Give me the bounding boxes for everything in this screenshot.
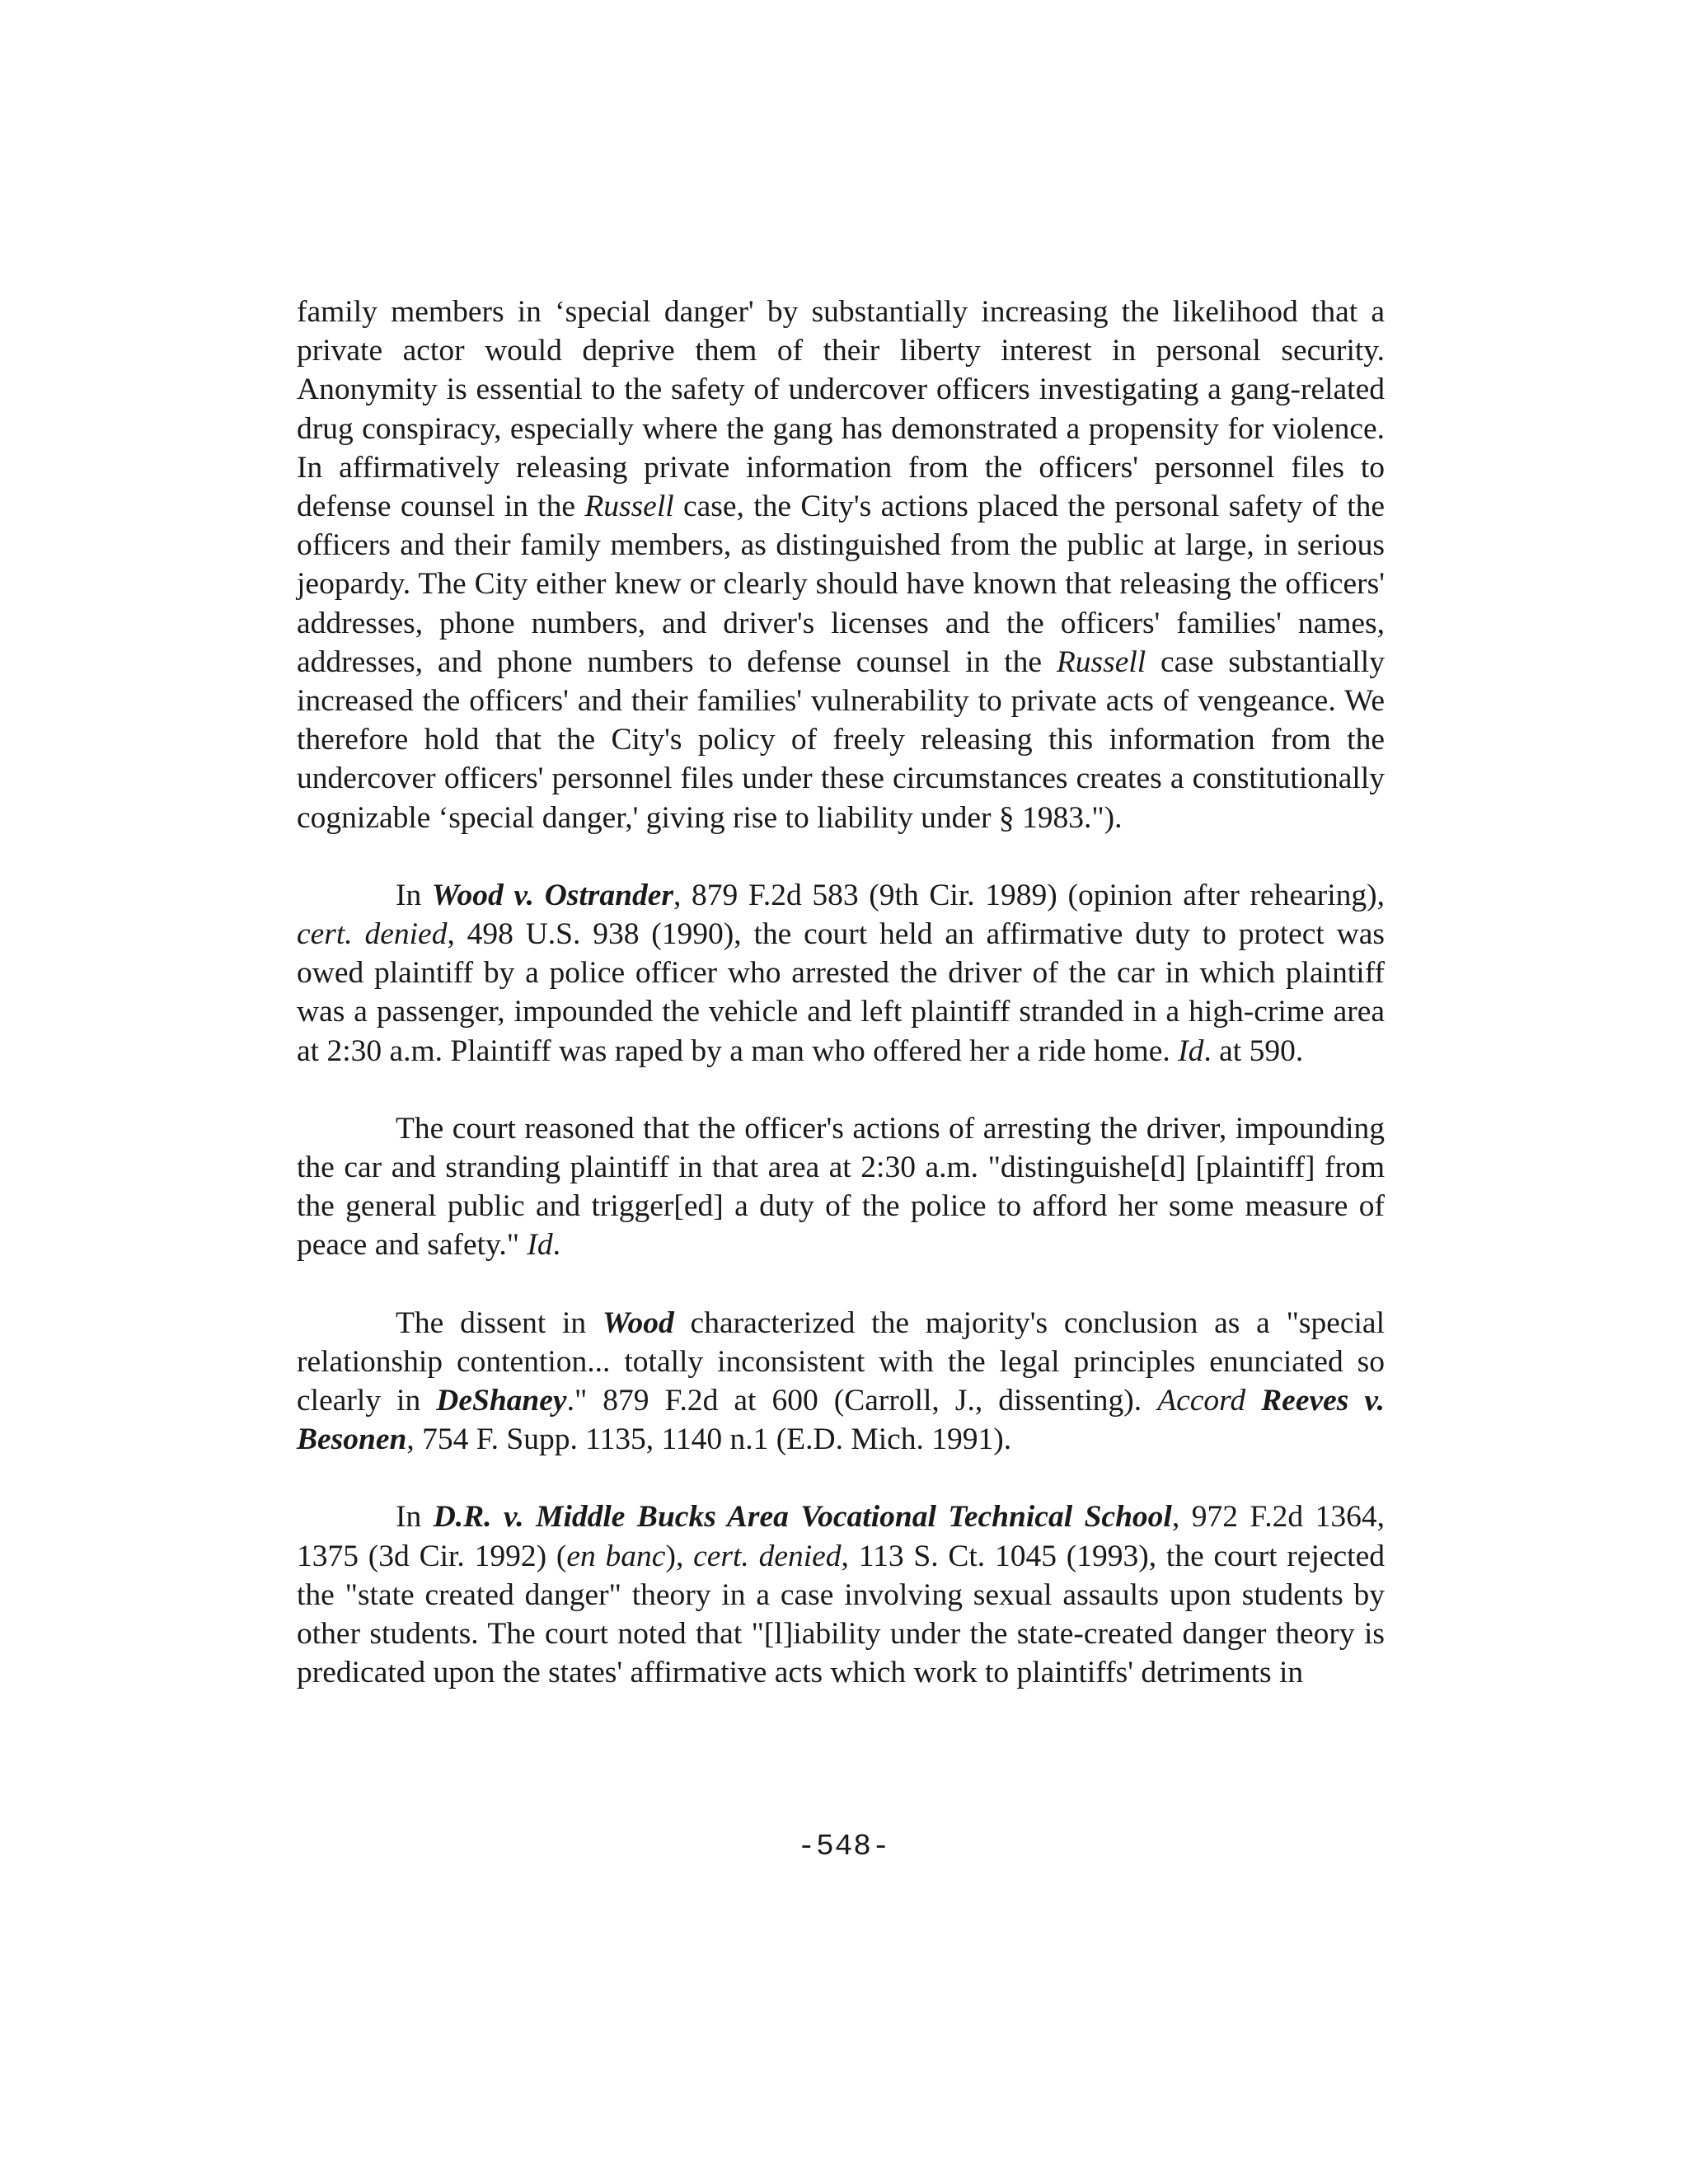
- case-name: DeShaney: [436, 1384, 567, 1418]
- text-run: characterized the majority's conclusion as a "special relationship contention... totally inconsistent with the legal principles enunciated so clearly in: [297, 1305, 1386, 1418]
- paragraph: [297, 1497, 1385, 1692]
- case-name: Wood v. Ostrander: [431, 878, 673, 912]
- text-run: case substantially increased the officers' and their families' vulnerability to private acts of vengeance. We therefore hold that the City's policy of freely releasing this information from the undercover officers' personnel files under these circumstances creates a constitutionally cognizable ‘special danger,' giving rise to liability under § 1983.").: [297, 644, 1385, 835]
- italic-text: Id: [1178, 1033, 1204, 1068]
- text-run: , 972 F.2d 1364, 1375 (3d Cir. 1992) (: [297, 1500, 1385, 1573]
- text-run: [1245, 1384, 1261, 1418]
- paragraph: [297, 876, 1385, 1071]
- case-name: D.R. v. Middle Bucks Area Vocational Technical School: [433, 1500, 1172, 1535]
- case-name: Wood: [602, 1305, 674, 1340]
- text-run: , 879 F.2d 583 (9th Cir. 1989) (opinion after rehearing),: [673, 878, 1386, 912]
- document-body: [297, 293, 1385, 1693]
- text-run: The dissent in: [396, 1305, 603, 1340]
- paragraph: [297, 293, 1385, 837]
- case-name: Reeves v. Besonen: [297, 1384, 1386, 1457]
- italic-text: en banc: [566, 1539, 666, 1573]
- text-run: ),: [665, 1539, 694, 1573]
- italic-text: Accord: [1157, 1384, 1246, 1418]
- text-run: . at 590.: [1203, 1033, 1304, 1068]
- italic-text: Russell: [584, 490, 674, 524]
- paragraph: [297, 1109, 1385, 1265]
- text-run: The court reasoned that the officer's actions of arresting the driver, impounding the car and stranding plaintiff in that area at 2:30 a.m. "distinguishe[d] [plaintiff] from the general public and trigger[ed] a duty of the police to afford her some measure of peace and safety.": [297, 1111, 1385, 1263]
- text-run: , 498 U.S. 938 (1990), the court held an affirmative duty to protect was owed plaintiff by a police officer who arrested the driver of the car in which plaintiff was a passenger, impounded the vehicle and left plaintiff stranded in a high-crime area at 2:30 a.m. Plaintiff was raped by a man who offered her a ride home.: [297, 917, 1385, 1068]
- italic-text: Id: [527, 1228, 553, 1263]
- italic-text: cert. denied: [297, 917, 448, 952]
- text-run: family members in ‘special danger' by substantially increasing the likelihood that a private actor would deprive them of their liberty interest in personal security. Anonymity is essential to the safety of undercover officers investigating a gang-related drug conspiracy, especially where the gang has demonstrated a propensity for violence. In affirmatively releasing private information from the officers' personnel files to defense counsel in the: [297, 295, 1385, 524]
- text-run: ." 879 F.2d at 600 (Carroll, J., dissenting).: [566, 1384, 1158, 1418]
- text-run: .: [552, 1228, 561, 1263]
- text-run: , 754 F. Supp. 1135, 1140 n.1 (E.D. Mich. 1991).: [406, 1422, 1012, 1457]
- text-run: In: [396, 1500, 434, 1535]
- italic-text: Russell: [1056, 644, 1146, 679]
- text-run: case, the City's actions placed the personal safety of the officers and their family members, as distinguished from the public at large, in serious jeopardy. The City either knew or clearly should have known that releasing the officers' addresses, phone numbers, and driver's licenses and the officers' families' names, addresses, and phone numbers to defense counsel in the: [297, 490, 1386, 679]
- paragraph: [297, 1304, 1385, 1460]
- italic-text: cert. denied: [693, 1539, 842, 1573]
- page-number: -548-: [797, 1830, 891, 1863]
- text-run: In: [396, 878, 432, 912]
- text-run: , 113 S. Ct. 1045 (1993), the court rejected the "state created danger" theory in a case involving sexual assaults upon students by other students. The court noted that "[l]iability under the state-created danger theory is predicated upon the states' affirmative acts which work to plaintiffs' detriments in: [297, 1539, 1386, 1690]
